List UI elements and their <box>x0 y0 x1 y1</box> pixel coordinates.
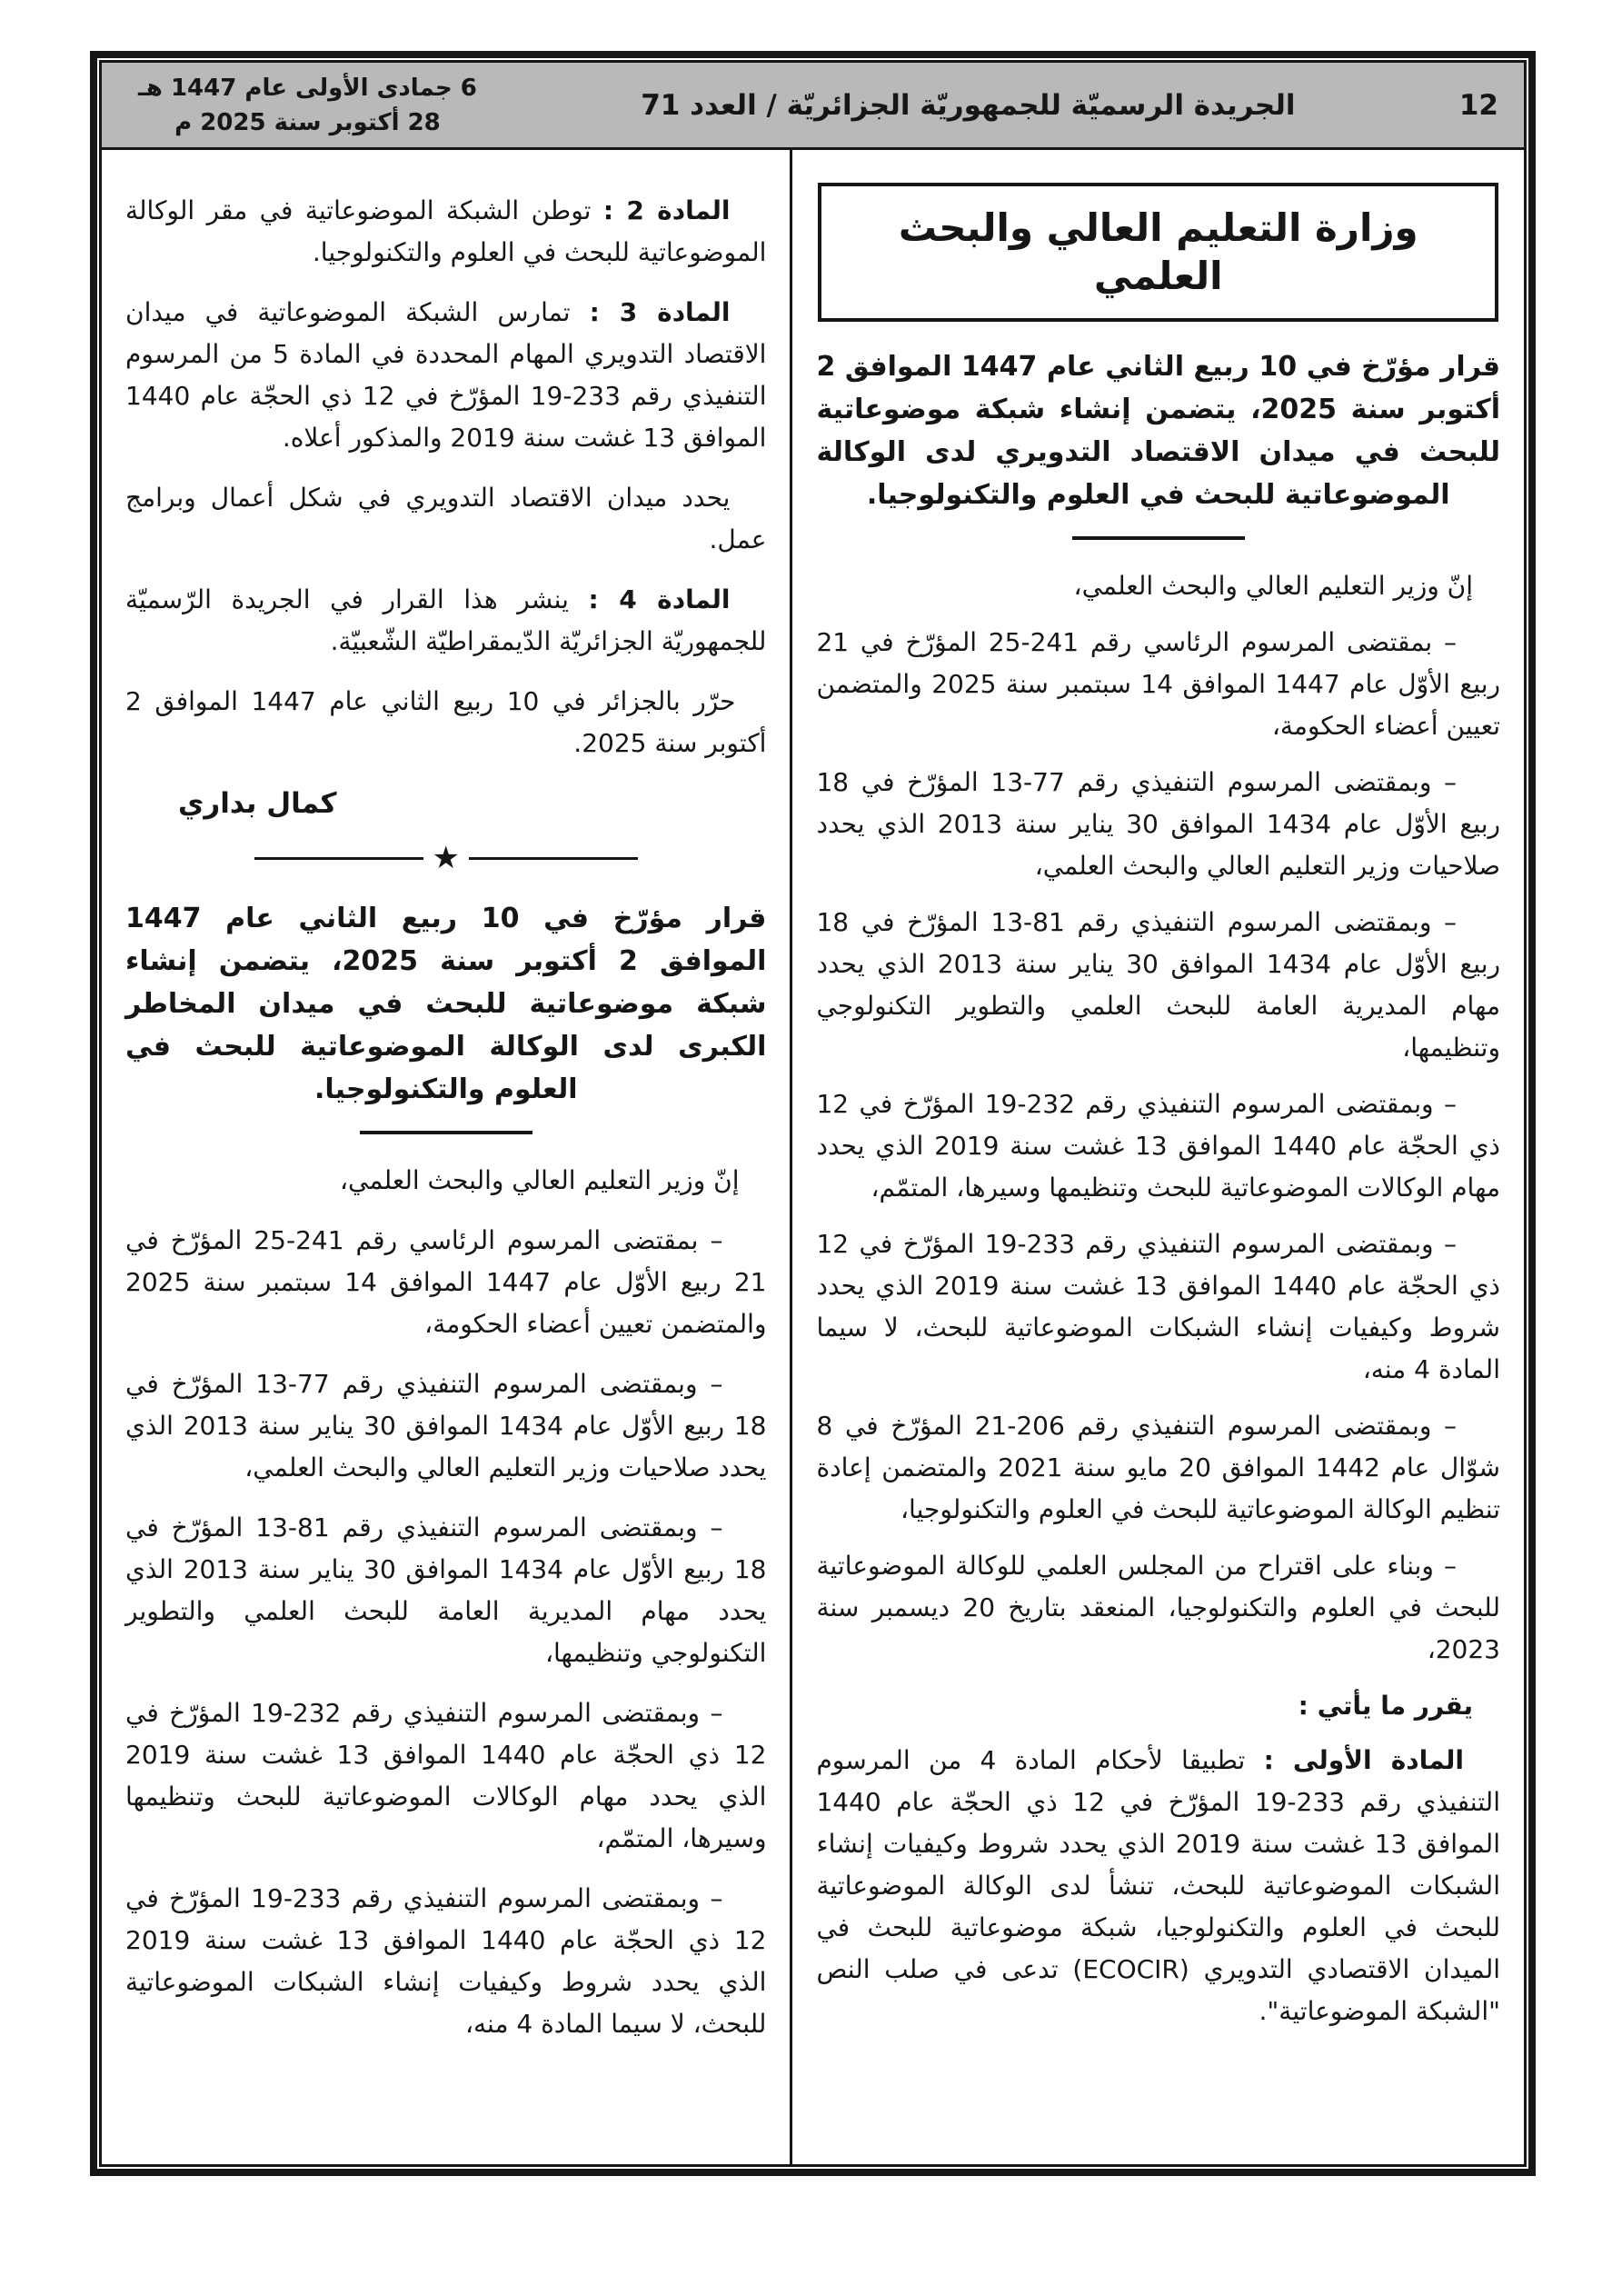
decree1-article-2 <box>125 190 766 274</box>
decree1-visa: – بمقتضى المرسوم الرئاسي رقم 241-25 المؤرّخ في 21 ربيع الأوّل عام 1447 الموافق 14 سبتمبر سنة 2025 والمتضمن تعيين أعضاء الحكومة، <box>816 627 1501 741</box>
decree1-visa: – وبمقتضى المرسوم التنفيذي رقم 77-13 المؤرّخ في 18 ربيع الأوّل عام 1434 الموافق 30 يناير سنة 2013 الذي يحدد صلاحيات وزير التعليم العالي والبحث العلمي، <box>816 767 1501 881</box>
column-right <box>790 150 1524 2164</box>
decree2-visa: – وبمقتضى المرسوم التنفيذي رقم 81-13 المؤرّخ في 18 ربيع الأوّل عام 1434 الموافق 30 يناير سنة 2013 الذي يحدد مهام المديرية العامة للبحث العلمي والتطوير التكنولوجي وتنظيمها، <box>125 1512 767 1668</box>
separator-line <box>254 857 423 860</box>
decree1-article-3 <box>125 292 766 459</box>
article-label: المادة 4 : <box>588 584 731 614</box>
article-label: المادة 2 : <box>602 195 731 225</box>
page-body <box>102 150 1524 2164</box>
date-hijri: 6 جمادى الأولى عام 1447 هـ <box>138 74 477 102</box>
decree2-visa: – وبمقتضى المرسوم التنفيذي رقم 77-13 المؤرّخ في 18 ربيع الأوّل عام 1434 الموافق 30 يناير سنة 2013 الذي يحدد صلاحيات وزير التعليم العالي والبحث العلمي، <box>125 1369 767 1482</box>
separator-rule <box>360 1131 532 1134</box>
decree1-visa: – وبناء على اقتراح من المجلس العلمي للوكالة الموضوعاتية للبحث في العلوم والتكنولوجيا، المنعقد بتاريخ 20 ديسمبر سنة 2023، <box>816 1551 1500 1664</box>
decree1-visa: – وبمقتضى المرسوم التنفيذي رقم 232-19 المؤرّخ في 12 ذي الحجّة عام 1440 الموافق 13 غشت سنة 2019 الذي يحدد مهام الوكالات الموضوعاتية للبحث وتنظيمها وسيرها، المتمّم، <box>816 1089 1501 1203</box>
decree1-article-3-para2: يحدد ميدان الاقتصاد التدويري في شكل أعمال وبرامج عمل. <box>125 483 767 554</box>
decree1-visa: – وبمقتضى المرسوم التنفيذي رقم 81-13 المؤرّخ في 18 ربيع الأوّل عام 1434 الموافق 30 يناير سنة 2013 الذي يحدد مهام المديرية العامة للبحث العلمي والتطوير التكنولوجي وتنظيمها، <box>816 907 1501 1063</box>
decree1-visa: – وبمقتضى المرسوم التنفيذي رقم 233-19 المؤرّخ في 12 ذي الحجّة عام 1440 الموافق 13 غشت سنة 2019 الذي يحدد شروط وكيفيات إنشاء الشبكات الموضوعاتية للبحث، لا سيما المادة 4 منه، <box>816 1229 1501 1384</box>
masthead-title: الجريدة الرسميّة للجمهوريّة الجزائريّة / العدد 71 <box>641 88 1296 122</box>
article-label: المادة 3 : <box>589 297 731 327</box>
separator-rule <box>1072 536 1245 540</box>
decree1-visa: – وبمقتضى المرسوم التنفيذي رقم 206-21 المؤرّخ في 8 شوّال عام 1442 الموافق 20 مايو سنة 2021 والمتضمن إعادة تنظيم الوكالة الموضوعاتية للبحث في العلوم والتكنولوجيا، <box>816 1411 1500 1524</box>
decree1-title: قرار مؤرّخ في 10 ربيع الثاني عام 1447 الموافق 2 أكتوبر سنة 2025، يتضمن إنشاء شبكة موضوعاتية للبحث في ميدان الاقتصاد التدويري لدى الوكالة الموضوعاتية للبحث في العلوم والتكنولوجيا. <box>816 351 1500 511</box>
masthead-dates <box>138 71 477 140</box>
decree2-opener: إنّ وزير التعليم العالي والبحث العلمي، <box>340 1165 740 1195</box>
article-text: ينشر هذا القرار في الجريدة الرّسميّة للجمهوريّة الجزائريّة الدّيمقراطيّة الشّعبيّة. <box>125 584 767 656</box>
signature: كمال بداري <box>178 787 337 820</box>
decree2-visa: – وبمقتضى المرسوم التنفيذي رقم 233-19 المؤرّخ في 12 ذي الحجّة عام 1440 الموافق 13 غشت سنة 2019 الذي يحدد شروط وكيفيات إنشاء الشبكات الموضوعاتية للبحث، لا سيما المادة 4 منه، <box>125 1883 767 2039</box>
article-text: توطن الشبكة الموضوعاتية في مقر الوكالة الموضوعاتية للبحث في العلوم والتكنولوجيا. <box>125 195 767 267</box>
date-gregorian: 28 أكتوبر سنة 2025 م <box>174 108 441 136</box>
decree2-visa: – وبمقتضى المرسوم التنفيذي رقم 232-19 المؤرّخ في 12 ذي الحجّة عام 1440 الموافق 13 غشت سنة 2019 الذي يحدد مهام الوكالات الموضوعاتية للبحث وتنظيمها وسيرها، المتمّم، <box>125 1698 767 1853</box>
star-separator <box>125 840 766 876</box>
article-label: المادة الأولى : <box>1263 1745 1464 1775</box>
masthead <box>102 63 1524 150</box>
decree1-opener: إنّ وزير التعليم العالي والبحث العلمي، <box>1073 571 1473 601</box>
page-frame <box>90 51 1536 2176</box>
decree2-title: قرار مؤرّخ في 10 ربيع الثاني عام 1447 الموافق 2 أكتوبر سنة 2025، يتضمن إنشاء شبكة موضوعاتية للبحث في ميدان المخاطر الكبرى لدى الوكالة الموضوعاتية للبحث في العلوم والتكنولوجيا. <box>125 903 767 1105</box>
decree1-article-1 <box>816 1740 1500 2032</box>
decide-line: يقرر ما يأتي : <box>1298 1691 1473 1721</box>
separator-line <box>469 857 638 860</box>
closing-line: حرّر بالجزائر في 10 ربيع الثاني عام 1447 الموافق 2 أكتوبر سنة 2025. <box>125 686 767 758</box>
decree2-visa: – بمقتضى المرسوم الرئاسي رقم 241-25 المؤرّخ في 21 ربيع الأوّل عام 1447 الموافق 14 سبتمبر سنة 2025 والمتضمن تعيين أعضاء الحكومة، <box>125 1225 767 1339</box>
page-number: 12 <box>1458 88 1498 122</box>
ministry-title-box: وزارة التعليم العالي والبحث العلمي <box>818 183 1498 322</box>
article-text: تمارس الشبكة الموضوعاتية في ميدان الاقتصاد التدويري المهام المحددة في المادة 5 من المرسوم التنفيذي رقم 233-19 المؤرّخ في 12 ذي الحجّة عام 1440 الموافق 13 غشت سنة 2019 والمذكور أعلاه. <box>125 297 767 453</box>
star-icon: ★ <box>432 840 460 876</box>
article-text: تطبيقا لأحكام المادة 4 من المرسوم التنفيذي رقم 233-19 المؤرّخ في 12 ذي الحجّة عام 1440 الموافق 13 غشت سنة 2019 الذي يحدد شروط وكيفيات إنشاء الشبكات الموضوعاتية للبحث، تنشأ لدى الوكالة الموضوعاتية للبحث في العلوم والتكنولوجيا، شبكة موضوعاتية للبحث في الميدان الاقتصادي التدويري (ECOCIR) تدعى في صلب النص "الشبكة الموضوعاتية". <box>816 1745 1501 2026</box>
column-left <box>102 150 790 2164</box>
decree1-article-4 <box>125 579 766 663</box>
page-frame-inner <box>99 60 1527 2167</box>
